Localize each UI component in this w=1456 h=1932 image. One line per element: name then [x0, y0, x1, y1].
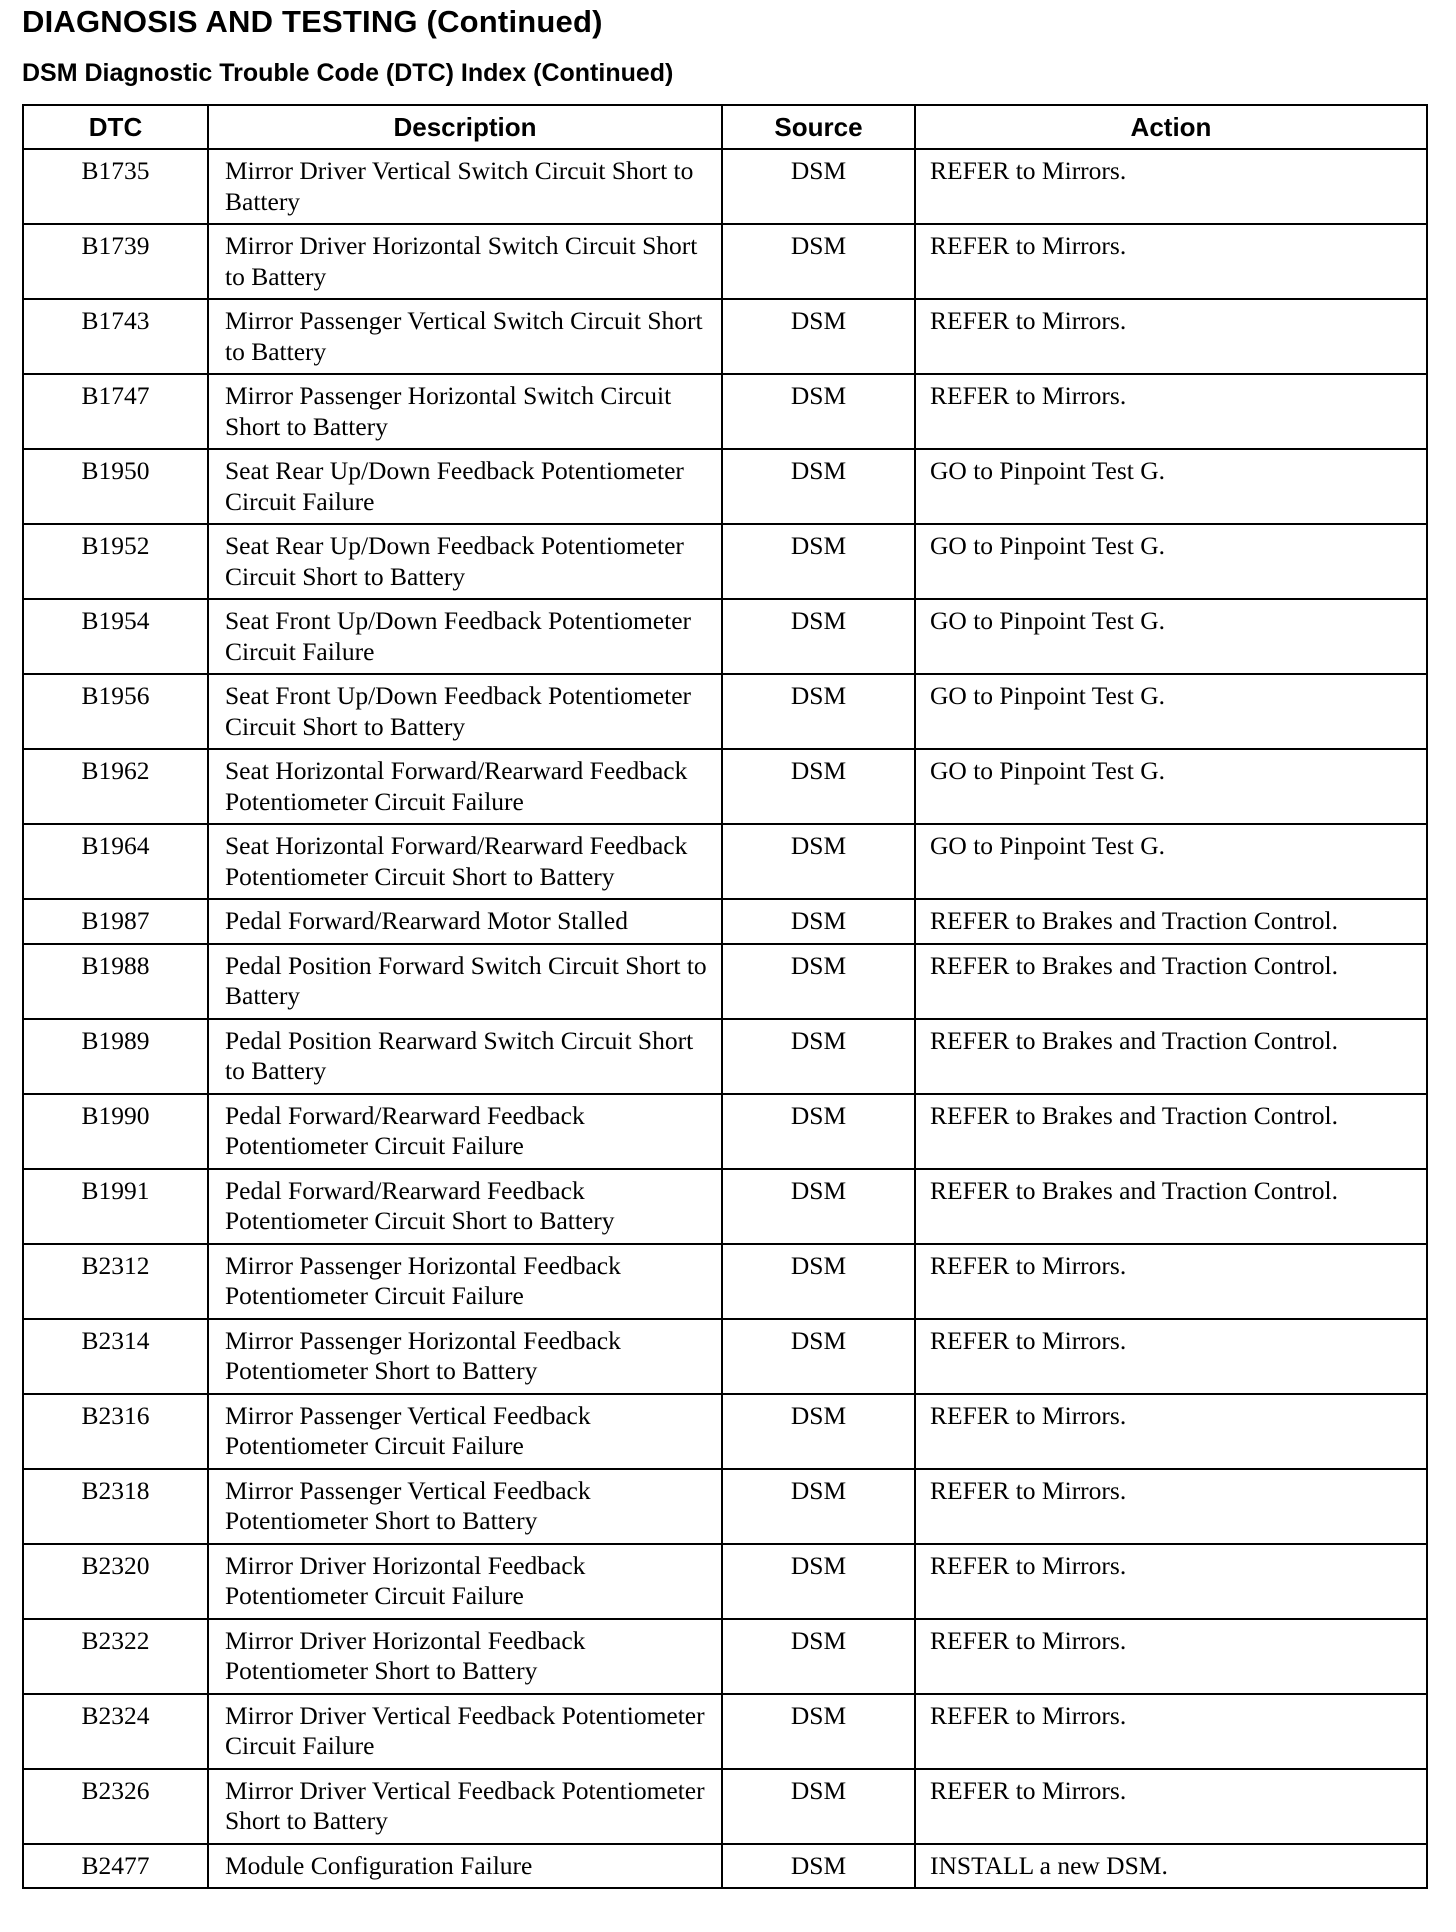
table-row — [23, 1469, 1427, 1544]
action-cell: REFER to Mirrors. — [915, 1244, 1427, 1319]
dtc-code-cell: B1956 — [23, 674, 208, 749]
table-row — [23, 449, 1427, 524]
table-row — [23, 1244, 1427, 1319]
source-cell: DSM — [722, 1694, 915, 1769]
dtc-code-cell: B2322 — [23, 1619, 208, 1694]
description-cell: Module Configuration Failure — [208, 1844, 722, 1889]
source-cell: DSM — [722, 944, 915, 1019]
dtc-code-cell: B1988 — [23, 944, 208, 1019]
action-cell: REFER to Brakes and Traction Control. — [915, 899, 1427, 944]
dtc-code-cell: B1743 — [23, 299, 208, 374]
dtc-code-cell: B2314 — [23, 1319, 208, 1394]
table-row — [23, 1394, 1427, 1469]
source-cell: DSM — [722, 149, 915, 224]
table-title: DSM Diagnostic Trouble Code (DTC) Index (Continued) — [22, 59, 674, 87]
action-cell: GO to Pinpoint Test G. — [915, 599, 1427, 674]
action-cell: GO to Pinpoint Test G. — [915, 749, 1427, 824]
source-cell: DSM — [722, 374, 915, 449]
table-row — [23, 599, 1427, 674]
source-cell: DSM — [722, 1469, 915, 1544]
description-cell: Seat Rear Up/Down Feedback Potentiometer Circuit Failure — [208, 449, 722, 524]
action-cell: REFER to Brakes and Traction Control. — [915, 944, 1427, 1019]
action-cell: REFER to Mirrors. — [915, 1394, 1427, 1469]
table-header — [23, 105, 1427, 149]
description-cell: Mirror Driver Horizontal Feedback Potentiometer Circuit Failure — [208, 1544, 722, 1619]
table-row — [23, 749, 1427, 824]
table-row — [23, 224, 1427, 299]
dtc-code-cell: B1987 — [23, 899, 208, 944]
description-cell: Pedal Forward/Rearward Feedback Potentiometer Circuit Failure — [208, 1094, 722, 1169]
description-cell: Pedal Position Rearward Switch Circuit Short to Battery — [208, 1019, 722, 1094]
source-cell: DSM — [722, 224, 915, 299]
source-cell: DSM — [722, 1244, 915, 1319]
dtc-code-cell: B1964 — [23, 824, 208, 899]
dtc-code-cell: B2324 — [23, 1694, 208, 1769]
dtc-code-cell: B1989 — [23, 1019, 208, 1094]
dtc-index-table — [22, 104, 1428, 1889]
source-cell: DSM — [722, 524, 915, 599]
source-cell: DSM — [722, 1019, 915, 1094]
description-cell: Mirror Passenger Horizontal Feedback Potentiometer Short to Battery — [208, 1319, 722, 1394]
table-row — [23, 1094, 1427, 1169]
description-cell: Pedal Forward/Rearward Motor Stalled — [208, 899, 722, 944]
dtc-code-cell: B1747 — [23, 374, 208, 449]
action-cell: REFER to Mirrors. — [915, 1544, 1427, 1619]
dtc-code-cell: B1739 — [23, 224, 208, 299]
action-cell: REFER to Mirrors. — [915, 299, 1427, 374]
action-cell: GO to Pinpoint Test G. — [915, 824, 1427, 899]
table-row — [23, 824, 1427, 899]
source-cell: DSM — [722, 299, 915, 374]
action-cell: REFER to Mirrors. — [915, 1619, 1427, 1694]
dtc-code-cell: B2326 — [23, 1769, 208, 1844]
table-row — [23, 299, 1427, 374]
column-header-dtc: DTC — [23, 105, 208, 149]
column-header-source: Source — [722, 105, 915, 149]
source-cell: DSM — [722, 749, 915, 824]
description-cell: Mirror Driver Horizontal Feedback Potentiometer Short to Battery — [208, 1619, 722, 1694]
table-row — [23, 1169, 1427, 1244]
table-row — [23, 1694, 1427, 1769]
action-cell: REFER to Mirrors. — [915, 1694, 1427, 1769]
action-cell: INSTALL a new DSM. — [915, 1844, 1427, 1889]
table-row — [23, 1619, 1427, 1694]
description-cell: Mirror Passenger Vertical Feedback Potentiometer Circuit Failure — [208, 1394, 722, 1469]
dtc-code-cell: B2318 — [23, 1469, 208, 1544]
action-cell: GO to Pinpoint Test G. — [915, 524, 1427, 599]
table-row — [23, 149, 1427, 224]
page-header: DIAGNOSIS AND TESTING (Continued) — [22, 4, 603, 39]
table-row — [23, 1544, 1427, 1619]
description-cell: Pedal Position Forward Switch Circuit Short to Battery — [208, 944, 722, 1019]
description-cell: Pedal Forward/Rearward Feedback Potentiometer Circuit Short to Battery — [208, 1169, 722, 1244]
action-cell: REFER to Mirrors. — [915, 1469, 1427, 1544]
source-cell: DSM — [722, 899, 915, 944]
dtc-code-cell: B1991 — [23, 1169, 208, 1244]
description-cell: Seat Horizontal Forward/Rearward Feedback Potentiometer Circuit Failure — [208, 749, 722, 824]
action-cell: REFER to Mirrors. — [915, 1319, 1427, 1394]
action-cell: REFER to Brakes and Traction Control. — [915, 1019, 1427, 1094]
description-cell: Mirror Passenger Vertical Switch Circuit Short to Battery — [208, 299, 722, 374]
source-cell: DSM — [722, 599, 915, 674]
action-cell: REFER to Mirrors. — [915, 224, 1427, 299]
description-cell: Mirror Passenger Vertical Feedback Potentiometer Short to Battery — [208, 1469, 722, 1544]
description-cell: Mirror Driver Horizontal Switch Circuit Short to Battery — [208, 224, 722, 299]
description-cell: Mirror Passenger Horizontal Feedback Potentiometer Circuit Failure — [208, 1244, 722, 1319]
source-cell: DSM — [722, 1169, 915, 1244]
dtc-code-cell: B1962 — [23, 749, 208, 824]
table-row — [23, 674, 1427, 749]
description-cell: Seat Horizontal Forward/Rearward Feedback Potentiometer Circuit Short to Battery — [208, 824, 722, 899]
table-row — [23, 1844, 1427, 1889]
dtc-code-cell: B2477 — [23, 1844, 208, 1889]
source-cell: DSM — [722, 1394, 915, 1469]
source-cell: DSM — [722, 449, 915, 524]
table-row — [23, 374, 1427, 449]
dtc-code-cell: B1950 — [23, 449, 208, 524]
description-cell: Mirror Passenger Horizontal Switch Circuit Short to Battery — [208, 374, 722, 449]
source-cell: DSM — [722, 674, 915, 749]
table-row — [23, 944, 1427, 1019]
action-cell: REFER to Brakes and Traction Control. — [915, 1094, 1427, 1169]
source-cell: DSM — [722, 824, 915, 899]
description-cell: Mirror Driver Vertical Feedback Potentiometer Circuit Failure — [208, 1694, 722, 1769]
source-cell: DSM — [722, 1544, 915, 1619]
table-row — [23, 899, 1427, 944]
action-cell: REFER to Brakes and Traction Control. — [915, 1169, 1427, 1244]
column-header-description: Description — [208, 105, 722, 149]
action-cell: GO to Pinpoint Test G. — [915, 674, 1427, 749]
dtc-code-cell: B1735 — [23, 149, 208, 224]
column-header-action: Action — [915, 105, 1427, 149]
table-body — [23, 149, 1427, 1888]
dtc-code-cell: B2320 — [23, 1544, 208, 1619]
table-row — [23, 1019, 1427, 1094]
action-cell: REFER to Mirrors. — [915, 149, 1427, 224]
source-cell: DSM — [722, 1619, 915, 1694]
description-cell: Seat Front Up/Down Feedback Potentiometer Circuit Short to Battery — [208, 674, 722, 749]
dtc-code-cell: B1990 — [23, 1094, 208, 1169]
action-cell: REFER to Mirrors. — [915, 1769, 1427, 1844]
source-cell: DSM — [722, 1094, 915, 1169]
description-cell: Seat Front Up/Down Feedback Potentiometer Circuit Failure — [208, 599, 722, 674]
description-cell: Mirror Driver Vertical Switch Circuit Short to Battery — [208, 149, 722, 224]
description-cell: Mirror Driver Vertical Feedback Potentiometer Short to Battery — [208, 1769, 722, 1844]
action-cell: GO to Pinpoint Test G. — [915, 449, 1427, 524]
description-cell: Seat Rear Up/Down Feedback Potentiometer Circuit Short to Battery — [208, 524, 722, 599]
dtc-code-cell: B1952 — [23, 524, 208, 599]
dtc-code-cell: B2312 — [23, 1244, 208, 1319]
header-row — [23, 105, 1427, 149]
dtc-code-cell: B1954 — [23, 599, 208, 674]
source-cell: DSM — [722, 1844, 915, 1889]
dtc-code-cell: B2316 — [23, 1394, 208, 1469]
table-row — [23, 1319, 1427, 1394]
table-row — [23, 524, 1427, 599]
action-cell: REFER to Mirrors. — [915, 374, 1427, 449]
source-cell: DSM — [722, 1319, 915, 1394]
source-cell: DSM — [722, 1769, 915, 1844]
table-row — [23, 1769, 1427, 1844]
